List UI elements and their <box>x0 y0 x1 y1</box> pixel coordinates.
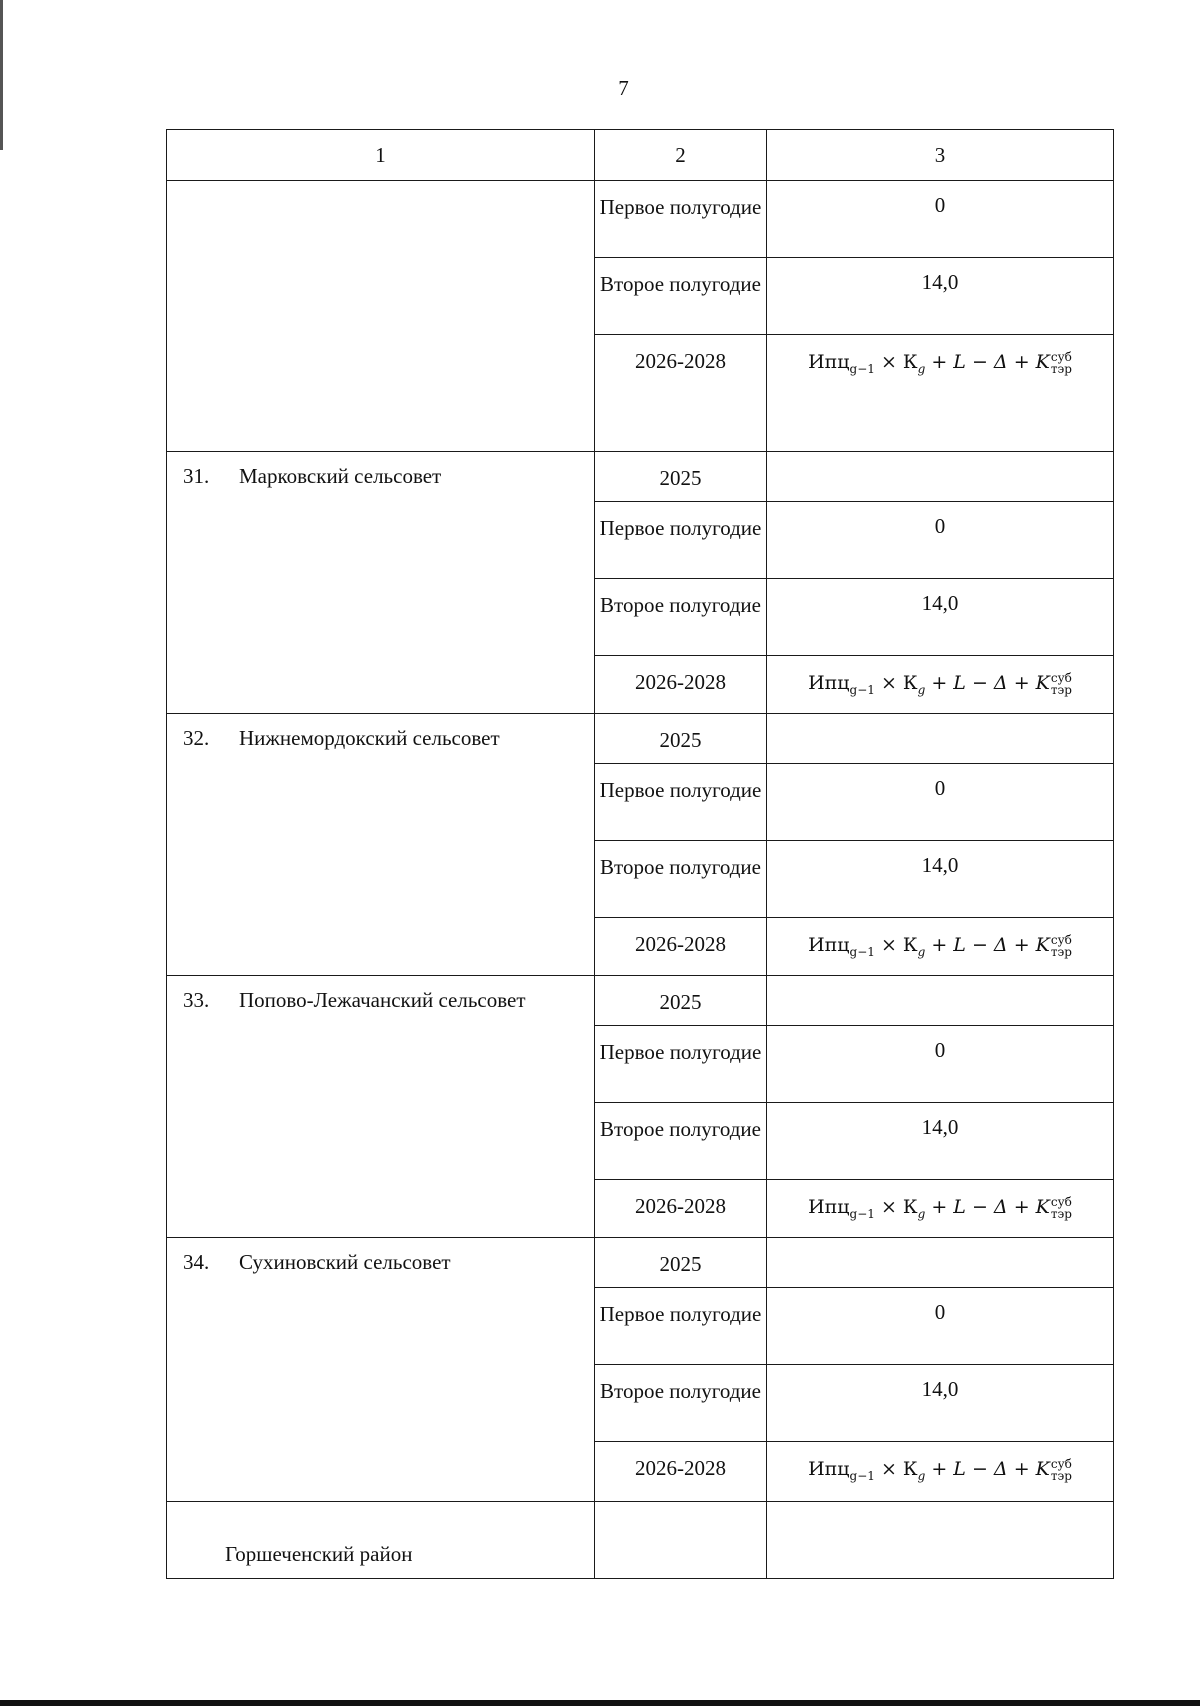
settlement-name-cell <box>167 976 595 1238</box>
year-cell: 2025 <box>595 1238 767 1288</box>
formula-base: Ипц <box>808 1458 850 1480</box>
entry-row <box>167 1238 1114 1288</box>
entry-row <box>167 976 1114 1026</box>
header-row <box>167 130 1114 181</box>
value-cell: 14,0 <box>767 1103 1114 1180</box>
value-cell: 14,0 <box>767 258 1114 335</box>
table-row <box>167 181 1114 258</box>
formula-base: Ипц <box>808 672 850 694</box>
value-cell: 0 <box>767 764 1114 841</box>
period-cell: 2026-2028 <box>595 335 767 452</box>
empty-cell <box>595 1502 767 1579</box>
entry-row <box>167 714 1114 764</box>
district-cell <box>167 1502 595 1579</box>
formula: $Ипц_{g-1} \times К_g + L - \Delta + K$ суб тэр <box>808 1457 1072 1483</box>
value-cell: 0 <box>767 181 1114 258</box>
formula-cell <box>767 335 1114 452</box>
entry-row <box>167 452 1114 502</box>
entry-number: 34. <box>183 1250 210 1274</box>
settlement-name-cell <box>167 714 595 976</box>
formula: $Ипц_{g-1} \times К_g + L - \Delta + K$ суб тэр <box>808 350 1072 376</box>
settlement-name: Попово-Лежачанский сельсовет <box>239 988 526 1012</box>
range-cell: 2026-2028 <box>595 918 767 976</box>
empty-cell <box>767 1502 1114 1579</box>
formula-base: Ипц <box>808 351 850 373</box>
period-cell: Первое полугодие <box>595 1288 767 1365</box>
range-cell: 2026-2028 <box>595 1442 767 1502</box>
range-cell: 2026-2028 <box>595 1180 767 1238</box>
value-cell <box>767 1238 1114 1288</box>
value-cell: 0 <box>767 502 1114 579</box>
period-cell: Второе полугодие <box>595 841 767 918</box>
page-number: 7 <box>618 76 629 100</box>
value-cell: 14,0 <box>767 579 1114 656</box>
scan-edge-left <box>0 0 3 150</box>
value-cell: 0 <box>767 1026 1114 1103</box>
settlement-name: Сухиновский сельсовет <box>239 1250 451 1274</box>
formula: $Ипц_{g-1} \times К_g + L - \Delta + K$ суб тэр <box>808 671 1072 697</box>
entry-number: 32. <box>183 726 210 750</box>
formula-base: Ипц <box>808 934 850 956</box>
value-cell <box>767 714 1114 764</box>
scan-edge-bottom <box>0 1700 1200 1706</box>
year-cell: 2025 <box>595 714 767 764</box>
period-cell: Первое полугодие <box>595 1026 767 1103</box>
period-cell: Первое полугодие <box>595 764 767 841</box>
header-cell-2: 2 <box>595 130 767 181</box>
rates-table <box>166 129 1114 1579</box>
value-cell: 14,0 <box>767 1365 1114 1442</box>
period-cell: Первое полугодие <box>595 181 767 258</box>
settlement-name-cell <box>167 1238 595 1502</box>
formula-base: Ипц <box>808 1196 850 1218</box>
empty-name-cell <box>167 181 595 452</box>
header-cell-1: 1 <box>167 130 595 181</box>
settlement-name-cell <box>167 452 595 714</box>
value-cell: 0 <box>767 1288 1114 1365</box>
year-cell: 2025 <box>595 452 767 502</box>
entry-number: 31. <box>183 464 210 488</box>
period-cell: Второе полугодие <box>595 1103 767 1180</box>
settlement-name: Марковский сельсовет <box>239 464 442 488</box>
settlement-name: Нижнемордокский сельсовет <box>239 726 500 750</box>
formula-cell <box>767 1180 1114 1238</box>
header-cell-3: 3 <box>767 130 1114 181</box>
entry-number: 33. <box>183 988 210 1012</box>
period-cell: Второе полугодие <box>595 1365 767 1442</box>
value-cell <box>767 452 1114 502</box>
formula-cell <box>767 656 1114 714</box>
value-cell: 14,0 <box>767 841 1114 918</box>
formula: $Ипц_{g-1} \times К_g + L - \Delta + K$ суб тэр <box>808 1195 1072 1221</box>
district-label: Горшеченский район <box>225 1542 413 1566</box>
period-cell: Второе полугодие <box>595 258 767 335</box>
footer-row <box>167 1502 1114 1579</box>
period-cell: Второе полугодие <box>595 579 767 656</box>
period-cell: Первое полугодие <box>595 502 767 579</box>
year-cell: 2025 <box>595 976 767 1026</box>
formula-cell <box>767 918 1114 976</box>
formula: $Ипц_{g-1} \times К_g + L - \Delta + K$ суб тэр <box>808 933 1072 959</box>
value-cell <box>767 976 1114 1026</box>
range-cell: 2026-2028 <box>595 656 767 714</box>
formula-cell <box>767 1442 1114 1502</box>
